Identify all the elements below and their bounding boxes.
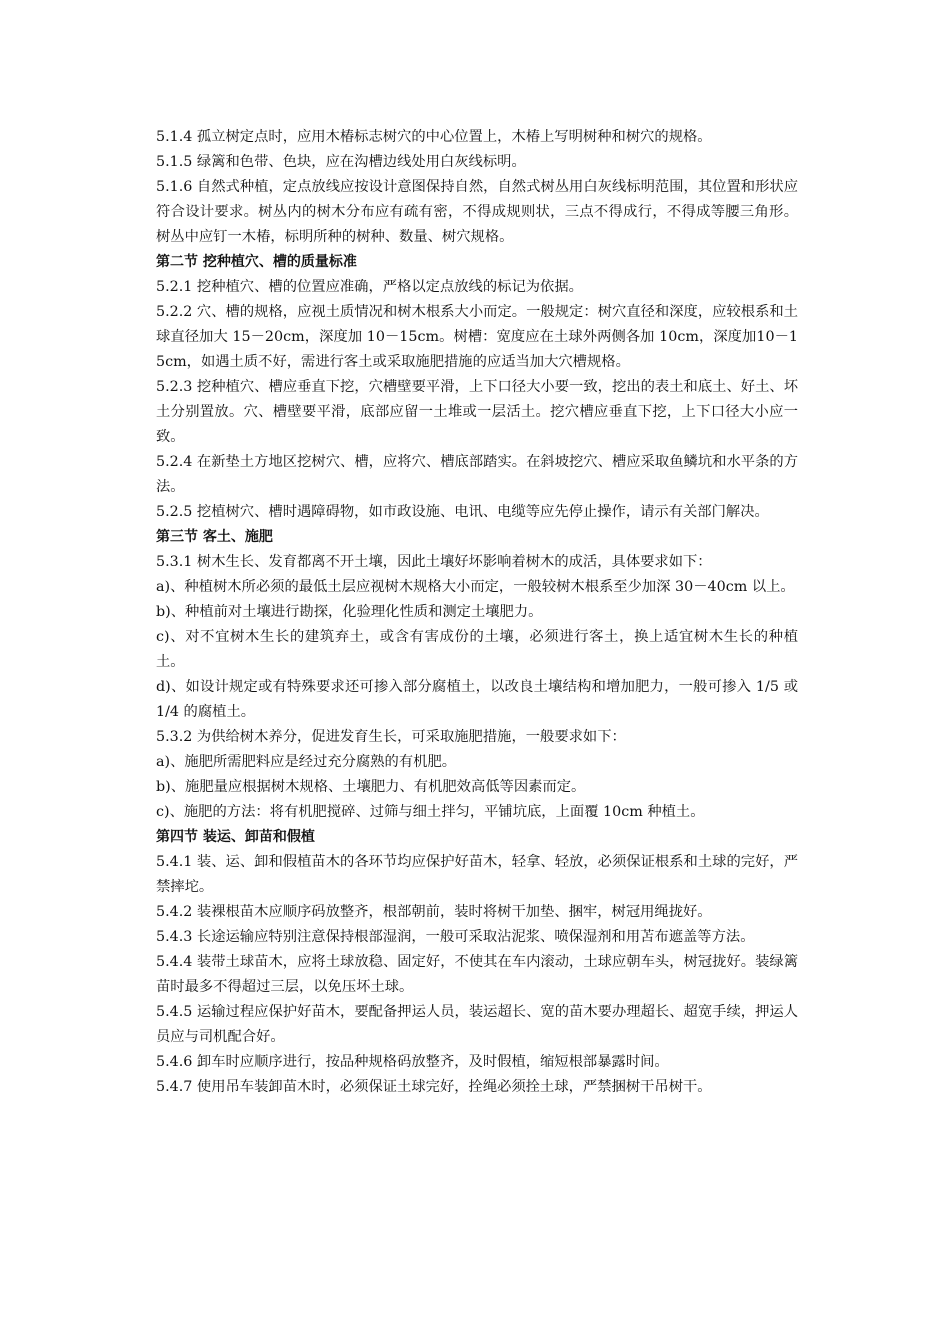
paragraph-5-2-1: 5.2.1 挖种植穴、槽的位置应准确，严格以定点放线的标记为依据。 xyxy=(156,279,583,295)
section-heading-4: 第四节 装运、卸苗和假植 xyxy=(156,829,315,845)
paragraph-5-4-4: 5.4.4 装带土球苗木，应将土球放稳、固定好，不使其在车内滚动，土球应朝车头，树冠拢好。装绿篱苗时最多不得超过三层，以免压坏土球。 xyxy=(156,954,798,995)
list-item-5-3-1-a: a)、种植树木所必须的最低土层应视树木规格大小而定，一般较树木根系至少加深 30－40cm 以上。 xyxy=(156,579,795,595)
list-item-5-3-1-b: b)、种植前对土壤进行勘探，化验理化性质和测定土壤肥力。 xyxy=(156,604,543,620)
paragraph-5-4-7: 5.4.7 使用吊车装卸苗木时，必须保证土球完好，拴绳必须拴土球，严禁捆树干吊树干。 xyxy=(156,1079,712,1095)
paragraph-5-2-5: 5.2.5 挖植树穴、槽时遇障碍物，如市政设施、电讯、电缆等应先停止操作，请示有关部门解决。 xyxy=(156,504,769,520)
paragraph-5-1-4: 5.1.4 孤立树定点时，应用木椿标志树穴的中心位置上，木椿上写明树种和树穴的规格。 xyxy=(156,129,712,145)
paragraph-5-4-2: 5.4.2 装裸根苗木应顺序码放整齐，根部朝前，装时将树干加垫、捆牢，树冠用绳拢好。 xyxy=(156,904,712,920)
paragraph-5-1-6: 5.1.6 自然式种植，定点放线应按设计意图保持自然，自然式树丛用白灰线标明范围，其位置和形状应符合设计要求。树丛内的树木分布应有疏有密，不得成规则状，三点不得成行，不得成等腰三角形。树丛中应钉一木椿，标明所种的树种、数量、树穴规格。 xyxy=(156,179,798,245)
list-item-5-3-2-c: c)、施肥的方法：将有机肥搅碎、过筛与细土拌匀，平铺坑底，上面覆 10cm 种植土。 xyxy=(156,804,705,820)
paragraph-5-4-1: 5.4.1 装、运、卸和假植苗木的各环节均应保护好苗木，轻拿、轻放，必须保证根系和土球的完好，严禁摔坨。 xyxy=(156,854,798,895)
paragraph-5-1-5: 5.1.5 绿篱和色带、色块，应在沟槽边线处用白灰线标明。 xyxy=(156,154,526,170)
paragraph-5-3-1: 5.3.1 树木生长、发育都离不开土壤，因此土壤好坏影响着树木的成活，具体要求如下： xyxy=(156,554,712,570)
list-item-5-3-2-a: a)、施肥所需肥料应是经过充分腐熟的有机肥。 xyxy=(156,754,457,770)
section-heading-2: 第二节 挖种植穴、槽的质量标准 xyxy=(156,254,357,270)
document-page xyxy=(156,125,798,1100)
paragraph-5-4-5: 5.4.5 运输过程应保护好苗木，要配备押运人员，装运超长、宽的苗木要办理超长、超宽手续，押运人员应与司机配合好。 xyxy=(156,1004,798,1045)
paragraph-5-4-3: 5.4.3 长途运输应特别注意保持根部湿润，一般可采取沾泥浆、喷保湿剂和用苫布遮盖等方法。 xyxy=(156,929,755,945)
list-item-5-3-2-b: b)、施肥量应根据树木规格、土壤肥力、有机肥效高低等因素而定。 xyxy=(156,779,586,795)
paragraph-5-3-2: 5.3.2 为供给树木养分，促进发育生长，可采取施肥措施，一般要求如下： xyxy=(156,729,626,745)
list-item-5-3-1-d: d)、如设计规定或有特殊要求还可掺入部分腐植土，以改良土壤结构和增加肥力，一般可掺入 1/5 或 1/4 的腐植土。 xyxy=(156,679,798,720)
paragraph-5-2-2: 5.2.2 穴、槽的规格，应视土质情况和树木根系大小而定。一般规定：树穴直径和深度，应较根系和土球直径加大 15－20cm，深度加 10－15cm。树槽：宽度应在土球外两侧各加 10cm，深度加10－15cm，如遇土质不好，需进行客土或采取施肥措施的应适当加大穴槽规格。 xyxy=(156,304,798,370)
list-item-5-3-1-c: c)、对不宜树木生长的建筑弃土，或含有害成份的土壤，必须进行客土，换上适宜树木生长的种植土。 xyxy=(156,629,798,670)
paragraph-5-4-6: 5.4.6 卸车时应顺序进行，按品种规格码放整齐，及时假植，缩短根部暴露时间。 xyxy=(156,1054,669,1070)
paragraph-5-2-4: 5.2.4 在新垫土方地区挖树穴、槽，应将穴、槽底部踏实。在斜坡挖穴、槽应采取鱼鳞坑和水平条的方法。 xyxy=(156,454,798,495)
paragraph-5-2-3: 5.2.3 挖种植穴、槽应垂直下挖，穴槽壁要平滑，上下口径大小要一致，挖出的表土和底土、好土、坏土分别置放。穴、槽壁要平滑，底部应留一土堆或一层活土。挖穴槽应垂直下挖，上下口径大小应一致。 xyxy=(156,379,798,445)
section-heading-3: 第三节 客土、施肥 xyxy=(156,529,273,545)
